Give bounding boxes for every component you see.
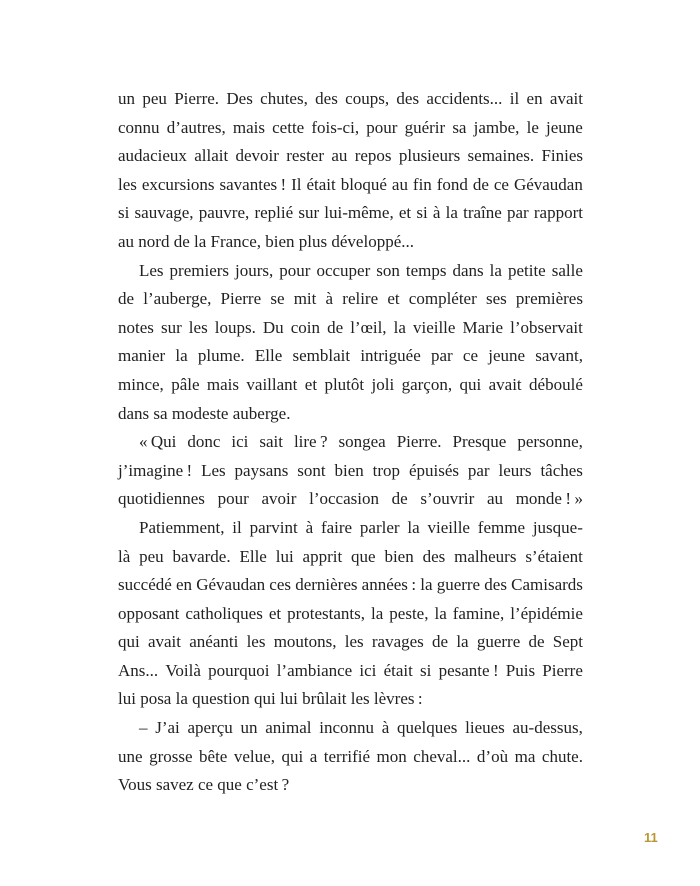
- word: à: [305, 517, 314, 537]
- word: fois-ci,: [311, 117, 360, 137]
- word: protestants,: [287, 603, 365, 623]
- word: semaines.: [467, 146, 535, 166]
- text-line: [118, 314, 583, 343]
- word: les: [246, 632, 266, 652]
- word: anéanti: [189, 632, 239, 652]
- word: devoir: [235, 146, 279, 166]
- word: au-dessus,: [512, 718, 583, 738]
- word: le: [526, 117, 539, 137]
- word: moutons,: [273, 632, 337, 652]
- word: ravages: [371, 632, 424, 652]
- word: ces: [269, 575, 292, 595]
- word: il: [232, 517, 242, 537]
- word: de: [472, 174, 489, 194]
- word: un: [240, 718, 258, 738]
- word: parler: [359, 517, 400, 537]
- word: salle: [551, 260, 583, 280]
- word: traîne: [463, 203, 502, 223]
- word: a: [309, 746, 318, 766]
- word: si: [118, 203, 130, 223]
- word: Gévaudan: [196, 575, 266, 595]
- word: Ans...: [118, 660, 159, 680]
- word: était: [306, 174, 336, 194]
- word: terrifié: [323, 746, 371, 766]
- word: un: [118, 89, 135, 108]
- text-line: [118, 171, 583, 200]
- word: à: [381, 718, 390, 738]
- word: Voilà: [165, 660, 201, 680]
- paragraph: [118, 428, 583, 514]
- word: ce: [493, 174, 509, 194]
- word: femme: [477, 517, 525, 537]
- word: était: [383, 660, 413, 680]
- word: garçon,: [401, 374, 453, 394]
- word: peu: [139, 546, 164, 566]
- text-line: [118, 657, 583, 686]
- word: il: [509, 89, 520, 108]
- word: Sept: [552, 632, 583, 652]
- word: épuisés: [408, 460, 459, 480]
- word: bloqué: [340, 174, 387, 194]
- text-line: [118, 514, 583, 543]
- word: sur: [298, 203, 320, 223]
- word: savant,: [535, 346, 583, 366]
- word: famine,: [452, 603, 505, 623]
- word: pour: [217, 489, 249, 509]
- word: l’auberge,: [143, 289, 212, 309]
- page-number: 11: [644, 830, 658, 845]
- word: Les: [201, 460, 226, 480]
- word: aperçu: [187, 718, 233, 738]
- word: que: [351, 546, 376, 566]
- word: Gévaudan: [513, 174, 583, 194]
- word: son: [376, 260, 400, 280]
- word: les: [188, 317, 208, 337]
- word: vaillant: [246, 374, 298, 394]
- word: trop: [372, 460, 401, 480]
- word: –: [139, 718, 148, 738]
- word: rapport: [533, 203, 583, 223]
- word: personne,: [517, 432, 583, 452]
- paragraph: [118, 514, 583, 714]
- word: si: [420, 660, 432, 680]
- text-line: [118, 142, 583, 171]
- word: notes: [118, 317, 154, 337]
- text-line: [118, 543, 583, 572]
- word: mit: [293, 289, 317, 309]
- word: monde ! »: [515, 489, 583, 509]
- word: faire: [320, 517, 353, 537]
- word: des: [484, 575, 507, 595]
- word: mais: [232, 117, 265, 137]
- word: excursions: [141, 174, 215, 194]
- word: bête: [199, 746, 228, 766]
- word: opposant: [118, 603, 180, 623]
- word: la: [393, 317, 406, 337]
- word: Marie: [462, 317, 504, 337]
- word: qui: [118, 632, 140, 652]
- word: peu: [142, 89, 167, 108]
- word: la: [489, 260, 502, 280]
- word: de: [432, 632, 449, 652]
- word: Elle: [239, 546, 267, 566]
- text-line: lui posa la question qui lui brûlait les lèvres :: [118, 689, 423, 709]
- word: l’ambiance: [276, 660, 353, 680]
- text-line: dans sa modeste auberge.: [118, 403, 291, 423]
- word: guérir: [404, 117, 446, 137]
- text-line: [118, 485, 583, 514]
- word: la: [371, 603, 384, 623]
- word: la: [456, 632, 469, 652]
- word: songea: [338, 432, 386, 452]
- word: temps: [405, 260, 447, 280]
- word: mon: [376, 746, 407, 766]
- word: jeune: [546, 117, 583, 137]
- word: quelques: [396, 718, 458, 738]
- text-line: [118, 600, 583, 629]
- text-line: [118, 571, 583, 600]
- word: ses: [485, 289, 507, 309]
- word: Pierre.: [396, 432, 442, 452]
- word: paysans: [234, 460, 289, 480]
- word: manier: [118, 346, 166, 366]
- paragraph: [118, 85, 583, 257]
- word: et: [304, 374, 318, 394]
- word: se: [270, 289, 285, 309]
- word: fond: [436, 174, 468, 194]
- word: sauvage,: [134, 203, 194, 223]
- word: Pierre: [220, 289, 262, 309]
- word: Du: [262, 317, 284, 337]
- word: donc: [187, 432, 221, 452]
- word: apprit: [302, 546, 343, 566]
- word: loups.: [214, 317, 256, 337]
- word: s’étaient: [525, 546, 583, 566]
- word: relire: [342, 289, 379, 309]
- word: connu: [118, 117, 160, 137]
- text-line: [118, 257, 583, 286]
- word: Presque: [452, 432, 507, 452]
- text-block: [118, 85, 583, 800]
- word: bien: [334, 460, 364, 480]
- word: plusieurs: [398, 146, 461, 166]
- word: de: [528, 632, 545, 652]
- text-line: [118, 199, 583, 228]
- word: chute.: [541, 746, 583, 766]
- word: allait: [194, 146, 229, 166]
- text-line: [118, 285, 583, 314]
- word: coin: [290, 317, 321, 337]
- word: Des: [226, 89, 253, 108]
- paragraph: [118, 714, 583, 800]
- word: lui: [275, 546, 294, 566]
- word: vieille: [427, 517, 470, 537]
- word: la: [420, 575, 433, 595]
- word: quotidiennes: [118, 489, 205, 509]
- word: ce: [462, 346, 478, 366]
- word: Puis: [505, 660, 536, 680]
- word: des: [422, 546, 446, 566]
- word: des: [315, 89, 338, 108]
- word: repos: [354, 146, 392, 166]
- word: semblait: [292, 346, 351, 366]
- word: mince,: [118, 374, 164, 394]
- word: sa: [452, 117, 467, 137]
- word: Camisards: [511, 575, 583, 595]
- word: audacieux: [118, 146, 187, 166]
- word: lui-même,: [324, 203, 394, 223]
- word: jusque-: [532, 517, 583, 537]
- word: accidents...: [426, 89, 503, 108]
- word: Pierre: [542, 660, 583, 680]
- word: j’imagine !: [118, 460, 193, 480]
- text-line: [118, 114, 583, 143]
- word: tâches: [540, 460, 583, 480]
- word: dans: [452, 260, 484, 280]
- word: J’ai: [155, 718, 180, 738]
- word: mais: [206, 374, 240, 394]
- word: guerre: [476, 632, 521, 652]
- word: coups,: [345, 89, 390, 108]
- word: premières: [515, 289, 583, 309]
- word: avait: [488, 374, 522, 394]
- word: fin: [412, 174, 432, 194]
- word: guerre: [436, 575, 481, 595]
- word: plume.: [197, 346, 245, 366]
- text-line: au nord de la France, bien plus développé...: [118, 231, 414, 251]
- word: replié: [254, 203, 294, 223]
- word: à: [432, 203, 441, 223]
- word: d’autres,: [166, 117, 226, 137]
- word: en: [526, 89, 543, 108]
- word: et: [398, 203, 412, 223]
- word: s’ouvrir: [420, 489, 475, 509]
- word: la: [175, 346, 188, 366]
- word: dernières: [295, 575, 358, 595]
- word: jambe,: [473, 117, 520, 137]
- word: au: [486, 489, 503, 509]
- word: par: [430, 346, 453, 366]
- word: Patiemment,: [139, 517, 225, 537]
- word: ici: [359, 660, 377, 680]
- word: bien: [384, 546, 414, 566]
- word: par: [506, 203, 529, 223]
- word: de: [118, 289, 135, 309]
- word: grosse: [149, 746, 193, 766]
- word: Elle: [254, 346, 283, 366]
- word: sur: [160, 317, 182, 337]
- word: l’observait: [510, 317, 583, 337]
- word: bavarde.: [172, 546, 231, 566]
- word: compléter: [408, 289, 477, 309]
- word: pour: [366, 117, 398, 137]
- word: rester: [286, 146, 325, 166]
- word: peste,: [389, 603, 429, 623]
- word: parvint: [249, 517, 298, 537]
- word: malheurs: [454, 546, 517, 566]
- word: là: [118, 546, 131, 566]
- word: la: [434, 603, 447, 623]
- word: une: [118, 746, 143, 766]
- word: lire ?: [293, 432, 328, 452]
- word: d’où: [476, 746, 509, 766]
- word: avait: [147, 632, 182, 652]
- word: qui: [281, 746, 304, 766]
- text-line: [118, 628, 583, 657]
- word: sont: [297, 460, 326, 480]
- word: par: [467, 460, 490, 480]
- word: pesante !: [438, 660, 499, 680]
- word: savantes !: [219, 174, 287, 194]
- paragraph: [118, 257, 583, 429]
- word: qui: [459, 374, 482, 394]
- text-line: [118, 743, 583, 772]
- word: petite: [507, 260, 546, 280]
- word: avait: [549, 89, 583, 108]
- word: pourquoi: [208, 660, 270, 680]
- word: Les: [139, 260, 164, 280]
- word: sait: [259, 432, 283, 452]
- word: premiers: [169, 260, 230, 280]
- text-line: Vous savez ce que c’est ?: [118, 775, 290, 795]
- word: au: [331, 146, 348, 166]
- word: de: [327, 317, 344, 337]
- word: à: [325, 289, 334, 309]
- word: « Qui: [139, 432, 177, 452]
- word: inconnu: [319, 718, 374, 738]
- word: cheval...: [413, 746, 471, 766]
- word: velue,: [233, 746, 275, 766]
- word: années :: [361, 575, 417, 595]
- text-line: [118, 714, 583, 743]
- word: chutes,: [260, 89, 308, 108]
- text-line: [118, 428, 583, 457]
- word: ici: [231, 432, 249, 452]
- text-line: [118, 342, 583, 371]
- word: occuper: [316, 260, 371, 280]
- word: si: [416, 203, 428, 223]
- word: Finies: [541, 146, 583, 166]
- word: animal: [265, 718, 312, 738]
- word: l’occasion: [309, 489, 379, 509]
- word: joli: [371, 374, 395, 394]
- word: en: [175, 575, 193, 595]
- word: pour: [279, 260, 311, 280]
- word: vieille: [412, 317, 456, 337]
- word: des: [396, 89, 420, 108]
- word: Il: [291, 174, 302, 194]
- word: jours,: [235, 260, 274, 280]
- word: jeune: [488, 346, 526, 366]
- word: les: [118, 174, 137, 194]
- word: de: [391, 489, 408, 509]
- word: cette: [272, 117, 305, 137]
- word: catholiques: [185, 603, 263, 623]
- word: au: [391, 174, 408, 194]
- text-line: [118, 457, 583, 486]
- word: intriguée: [360, 346, 421, 366]
- text-line: [118, 85, 583, 114]
- word: lieues: [465, 718, 505, 738]
- word: déboulé: [529, 374, 583, 394]
- word: l’épidémie: [510, 603, 583, 623]
- word: leurs: [498, 460, 532, 480]
- word: l’œil,: [350, 317, 387, 337]
- word: pauvre,: [198, 203, 250, 223]
- word: succédé: [118, 575, 172, 595]
- word: la: [445, 203, 458, 223]
- word: les: [344, 632, 364, 652]
- word: et: [387, 289, 400, 309]
- word: avoir: [261, 489, 297, 509]
- word: la: [407, 517, 420, 537]
- word: ma: [514, 746, 536, 766]
- word: et: [268, 603, 282, 623]
- text-line: [118, 371, 583, 400]
- word: plutôt: [324, 374, 365, 394]
- word: pâle: [171, 374, 200, 394]
- word: Pierre.: [174, 89, 220, 108]
